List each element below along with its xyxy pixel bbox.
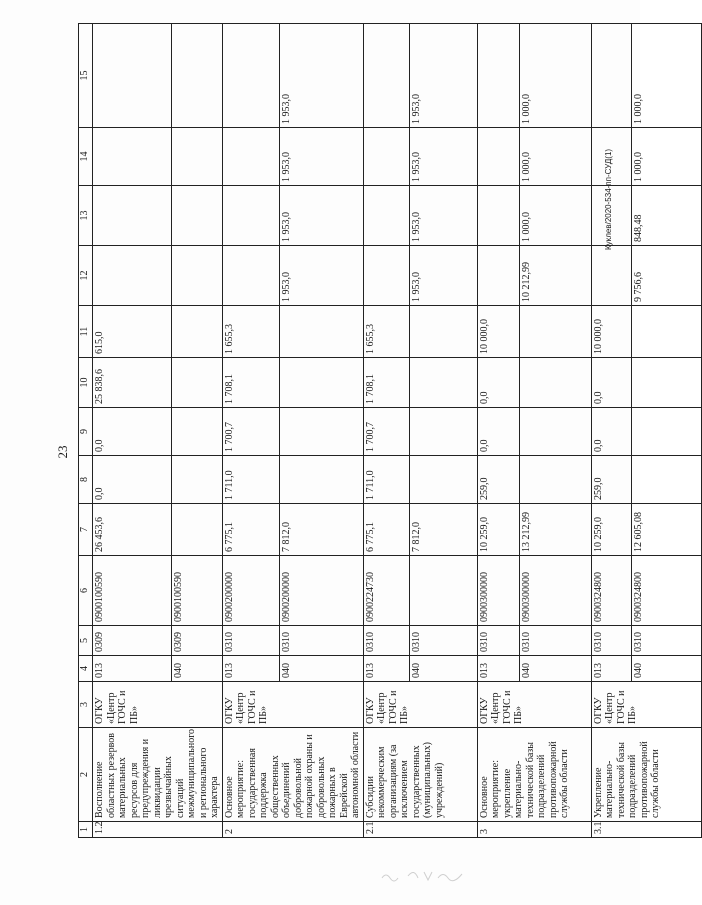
value-cell	[519, 358, 591, 408]
header-cell: 7	[79, 504, 93, 556]
value-cell: 0,0	[477, 408, 519, 456]
executor: ОГКУ «Центр ГОЧС и ПБ»	[93, 682, 223, 728]
table-row	[93, 24, 172, 838]
value-cell: 10 259,0	[591, 504, 631, 556]
value-cell: 0310	[363, 626, 409, 656]
value-cell: 1 000,0	[519, 128, 591, 186]
value-cell: 1 953,0	[279, 128, 363, 186]
header-cell: 15	[79, 24, 93, 128]
value-cell: 6 775,1	[222, 504, 279, 556]
value-cell: 0900300000	[477, 556, 519, 626]
value-cell: 12 605,08	[631, 504, 701, 556]
value-cell: 1 708,1	[363, 358, 409, 408]
value-cell: 013	[591, 656, 631, 682]
header-cell: 9	[79, 408, 93, 456]
value-cell	[93, 128, 172, 186]
value-cell: 0310	[279, 626, 363, 656]
value-cell: 1 953,0	[409, 128, 477, 186]
value-cell	[409, 456, 477, 504]
value-cell	[222, 24, 279, 128]
value-cell	[631, 456, 701, 504]
value-cell: 0310	[477, 626, 519, 656]
header-cell: 3	[79, 682, 93, 728]
value-cell: 615,0	[93, 306, 172, 358]
header-cell: 8	[79, 456, 93, 504]
header-cell: 1	[79, 822, 93, 838]
value-cell	[631, 408, 701, 456]
value-cell	[172, 408, 222, 456]
value-cell	[363, 246, 409, 306]
value-cell: 0900200000	[222, 556, 279, 626]
value-cell	[363, 186, 409, 246]
value-cell	[222, 246, 279, 306]
value-cell	[93, 24, 172, 128]
row-number: 1.2	[93, 822, 223, 838]
value-cell: 040	[519, 656, 591, 682]
measure-name: Субсидии некоммерческим организациям (за исключением государственных (муниципальных) учреждений)	[363, 728, 477, 822]
value-cell	[519, 408, 591, 456]
value-cell	[477, 246, 519, 306]
value-cell: 1 700,7	[222, 408, 279, 456]
value-cell: 1 000,0	[519, 24, 591, 128]
value-cell: 6 775,1	[363, 504, 409, 556]
value-cell: 1 700,7	[363, 408, 409, 456]
value-cell	[477, 128, 519, 186]
value-cell	[631, 306, 701, 358]
value-cell: 0900300000	[519, 556, 591, 626]
value-cell: 10 000,0	[591, 306, 631, 358]
value-cell: 0310	[519, 626, 591, 656]
value-cell: 259,0	[591, 456, 631, 504]
scan-artifact	[378, 866, 468, 884]
measure-name: Укрепление материально-технической базы подразделений противопожарной службы области	[591, 728, 701, 822]
value-cell: 9 756,6	[631, 246, 701, 306]
value-cell: 040	[409, 656, 477, 682]
value-cell	[477, 24, 519, 128]
value-cell	[363, 128, 409, 186]
value-cell: 26 453,6	[93, 504, 172, 556]
value-cell: 0310	[591, 626, 631, 656]
value-cell: 10 212,99	[519, 246, 591, 306]
value-cell: 040	[172, 656, 222, 682]
value-cell: 1 711,0	[222, 456, 279, 504]
value-cell	[172, 306, 222, 358]
value-cell	[172, 358, 222, 408]
value-cell: 013	[477, 656, 519, 682]
header-row	[79, 24, 93, 838]
value-cell	[477, 186, 519, 246]
value-cell	[363, 24, 409, 128]
value-cell: 7 812,0	[279, 504, 363, 556]
value-cell: 0310	[409, 626, 477, 656]
header-cell: 4	[79, 656, 93, 682]
executor: ОГКУ «Центр ГОЧС и ПБ»	[222, 682, 363, 728]
value-cell: 1 655,3	[222, 306, 279, 358]
value-cell: 0900224730	[363, 556, 409, 626]
value-cell	[409, 358, 477, 408]
value-cell: 1 711,0	[363, 456, 409, 504]
measure-name: Основное мероприятие: укрепление материально-технической базы подразделений противопожарной службы области	[477, 728, 591, 822]
row-number: 2.1	[363, 822, 477, 838]
value-cell	[631, 358, 701, 408]
value-cell: 848,48	[631, 186, 701, 246]
header-cell: 13	[79, 186, 93, 246]
value-cell: 1 000,0	[519, 186, 591, 246]
measure-name: Основное мероприятие: государственная поддержка общественных объединений добровольной пожарной охраны и добровольных пожарных в Еврейской автономной области	[222, 728, 363, 822]
value-cell: 259,0	[477, 456, 519, 504]
document-code: Куклев/2020-534-пп-СУД(1)	[604, 148, 613, 250]
header-cell: 11	[79, 306, 93, 358]
header-cell: 10	[79, 358, 93, 408]
value-cell: 10 259,0	[477, 504, 519, 556]
value-cell	[172, 246, 222, 306]
value-cell	[409, 556, 477, 626]
table-row	[477, 24, 519, 838]
header-cell: 14	[79, 128, 93, 186]
value-cell: 0,0	[591, 408, 631, 456]
value-cell: 0310	[631, 626, 701, 656]
value-cell: 0309	[93, 626, 172, 656]
value-cell: 0900324800	[631, 556, 701, 626]
value-cell	[519, 456, 591, 504]
value-cell: 0309	[172, 626, 222, 656]
value-cell: 7 812,0	[409, 504, 477, 556]
value-cell	[93, 186, 172, 246]
row-number: 2	[222, 822, 363, 838]
value-cell	[93, 246, 172, 306]
value-cell	[172, 186, 222, 246]
row-number: 3	[477, 822, 591, 838]
value-cell	[279, 306, 363, 358]
rotated-content	[55, 56, 661, 848]
value-cell: 1 655,3	[363, 306, 409, 358]
measure-name: Восполнение областных резервов материальных ресурсов для предупреждения и ликвидации чрезвычайных ситуаций межмуниципального и регионального характера	[93, 728, 223, 822]
value-cell	[519, 306, 591, 358]
value-cell	[172, 24, 222, 128]
value-cell: 013	[222, 656, 279, 682]
value-cell: 0900100590	[172, 556, 222, 626]
row-number: 3.1	[591, 822, 701, 838]
executor: ОГКУ «Центр ГОЧС и ПБ»	[591, 682, 701, 728]
page-number: 23	[55, 445, 70, 459]
value-cell: 0310	[222, 626, 279, 656]
value-cell	[409, 306, 477, 358]
value-cell	[222, 128, 279, 186]
value-cell: 013	[93, 656, 172, 682]
value-cell: 1 953,0	[279, 186, 363, 246]
value-cell: 040	[279, 656, 363, 682]
value-cell: 1 953,0	[279, 24, 363, 128]
value-cell	[172, 504, 222, 556]
value-cell: 25 838,6	[93, 358, 172, 408]
value-cell	[172, 128, 222, 186]
header-cell: 6	[79, 556, 93, 626]
value-cell: 10 000,0	[477, 306, 519, 358]
value-cell: 013	[363, 656, 409, 682]
value-cell	[279, 408, 363, 456]
value-cell: 040	[631, 656, 701, 682]
table-row	[222, 24, 279, 838]
value-cell: 1 953,0	[409, 24, 477, 128]
value-cell: 0,0	[591, 358, 631, 408]
header-cell: 5	[79, 626, 93, 656]
value-cell: 13 212,99	[519, 504, 591, 556]
value-cell	[279, 456, 363, 504]
value-cell: 0,0	[93, 408, 172, 456]
value-cell: 1 953,0	[279, 246, 363, 306]
value-cell: 1 953,0	[409, 246, 477, 306]
header-cell: 2	[79, 728, 93, 822]
value-cell: 0900200000	[279, 556, 363, 626]
header-cell: 12	[79, 246, 93, 306]
value-cell: 0,0	[93, 456, 172, 504]
value-cell: 1 953,0	[409, 186, 477, 246]
value-cell: 1 000,0	[631, 24, 701, 128]
value-cell: 0,0	[477, 358, 519, 408]
value-cell	[172, 456, 222, 504]
executor: ОГКУ «Центр ГОЧС и ПБ»	[477, 682, 591, 728]
executor: ОГКУ «Центр ГОЧС и ПБ»	[363, 682, 477, 728]
side-margin	[600, 0, 624, 905]
value-cell: 1 708,1	[222, 358, 279, 408]
value-cell	[222, 186, 279, 246]
value-cell: 1 000,0	[631, 128, 701, 186]
table-row	[363, 24, 409, 838]
value-cell: 0900324800	[591, 556, 631, 626]
value-cell	[279, 358, 363, 408]
value-cell	[409, 408, 477, 456]
value-cell: 0900100590	[93, 556, 172, 626]
